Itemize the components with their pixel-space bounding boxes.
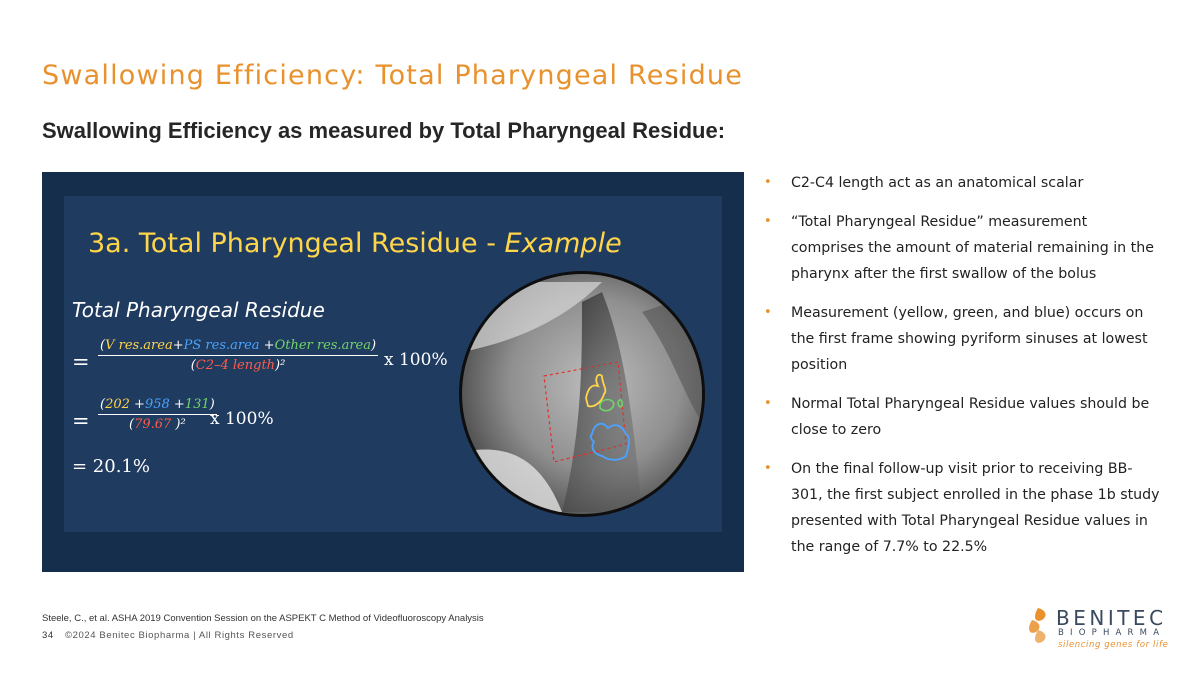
bullet-icon: • [764,175,772,190]
citation: Steele, C., et al. ASHA 2019 Convention Session on the ASPEKT C Method of Videofluoroscopy Analysis [42,613,484,624]
xray-image [42,172,744,572]
benitec-logo-icon [1024,604,1054,644]
bullet-item: • On the final follow-up visit prior to receiving BB-301, the first subject enrolled in the phase 1b study presented with Total Pharyngeal Residue values in the range of 7.7% to 22.5% [760,456,1160,560]
figure-heading: 3a. Total Pharyngeal Residue - Example [88,228,622,259]
logo-subtitle: BIOPHARMA [1058,628,1166,638]
bullet-item: • C2-C4 length act as an anatomical scalar [760,170,1160,196]
logo-name: BENITEC [1056,606,1167,630]
bullet-icon: • [764,305,772,320]
copyright: ©2024 Benitec Biopharma | All Rights Reserved [65,630,294,641]
bullet-icon: • [764,214,772,229]
bullet-icon: • [764,461,772,476]
bullet-list [760,170,1160,573]
bullet-item: • Measurement (yellow, green, and blue) occurs on the first frame showing pyriform sinuses at lowest position [760,300,1160,378]
page-number: 34 [42,630,54,641]
residue-example-figure: 3a. Total Pharyngeal Residue - Example Total Pharyngeal Residue = (V res.area+PS res.area +Other res.area) (C2–4 length)² x 100% = $\frac{(202 +958 +131)}{\text{(79.67 )²}}$ x 100% = 20.1% [42,172,744,572]
slide-subtitle: Swallowing Efficiency as measured by Total Pharyngeal Residue: [42,118,726,143]
slide-title: Swallowing Efficiency: Total Pharyngeal Residue [42,60,744,91]
benitec-logo [1024,604,1174,654]
footer [42,630,294,641]
bullet-icon: • [764,396,772,411]
bullet-item: • “Total Pharyngeal Residue” measurement comprises the amount of material remaining in the pharynx after the first swallow of the bolus [760,209,1160,287]
bullet-item: • Normal Total Pharyngeal Residue values should be close to zero [760,391,1160,443]
figure-formula-label: Total Pharyngeal Residue [72,298,325,322]
result-value: = 20.1% [72,456,150,477]
logo-tagline: silencing genes for life [1058,640,1169,650]
